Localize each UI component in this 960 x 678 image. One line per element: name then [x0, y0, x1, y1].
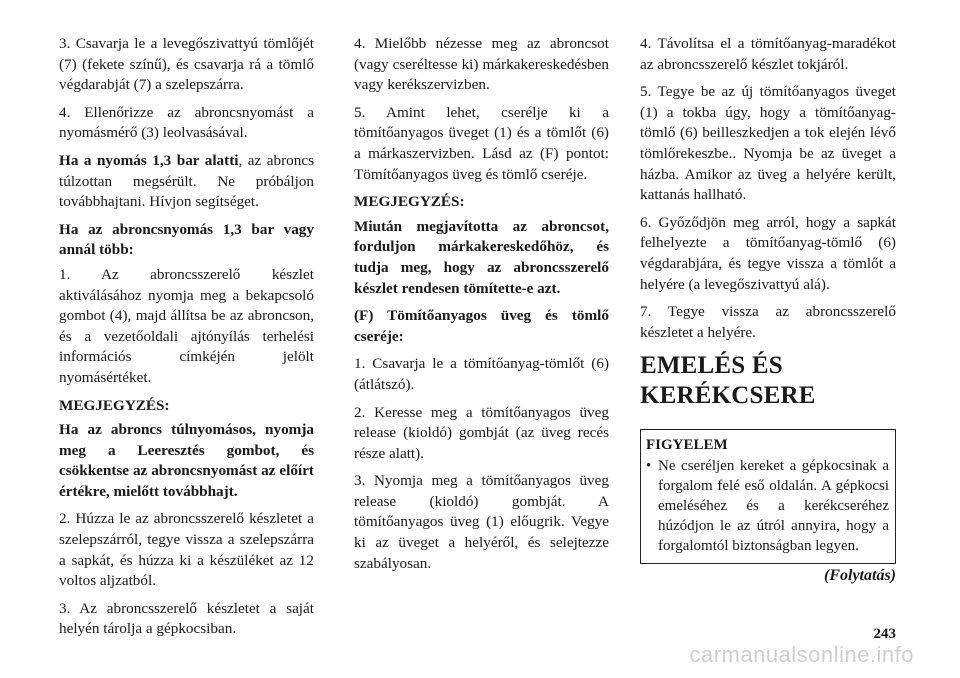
section-heading-jacking: EMELÉS ÉS KERÉKCSERE [640, 352, 816, 410]
step-4-check-pressure: 4. Ellenőrizze az abroncsnyomást a nyomásmérő (3) leolvasásával. [59, 103, 314, 142]
pressure-ok-heading: Ha az abroncsnyomás 1,3 bar vagy annál több: [59, 220, 314, 259]
pressure-low-bold: Ha a nyomás 1,3 bar alatti [59, 151, 239, 169]
step-1-activate: 1. Az abroncsszerelő készlet aktiválásához nyomja meg a bekapcsoló gombot (4), majd állítsa be az abroncson, és a vezetőoldali ajtónyílás terhelési információs címkéjén jelölt nyomásértéket. [59, 265, 314, 386]
warning-title: FIGYELEM [646, 437, 728, 454]
bullet-icon: • [646, 457, 652, 474]
step-f7-return-kit: 7. Tegye vissza az abroncsszerelő készletet a helyére. [640, 303, 896, 341]
step-4-inspect-tire: 4. Mielőbb nézesse meg az abroncsot (vagy cseréltesse ki) márkakereskedésben vagy kerékszervizben. [354, 35, 609, 94]
note-overpressure: Ha az abroncs túlnyomásos, nyomja meg a Leeresztés gombot, és csökkentse az abroncsnyomást az előírt értékre, mielőtt továbbhajt. [59, 421, 314, 500]
note-after-repair: Miután megjavította az abroncsot, forduljon márkakereskedőhöz, és tudja meg, hogy az abroncsszerelő készlet rendesen tömítette-e azt. [354, 217, 609, 297]
step-f1-unscrew-hose: 1. Csavarja le a tömítőanyag-tömlőt (6) (átlátszó). [354, 355, 609, 393]
step-f6-cap-hose: 6. Győződjön meg arról, hogy a sapkát felhelyezte a tömítőanyag-tömlő (6) végdarabjára, és tegye vissza a tömlőt a helyére (a levegőszivattyú alá). [640, 213, 896, 293]
step-f5-insert-bottle: 5. Tegye be az új tömítőanyagos üveget (1) a tokba úgy, hogy a tömítőanyag-tömlő (6) beilleszkedjen a tok elején lévő tömlőrekeszbe.. Nyomja be az üveget a házba. Amikor az üveg a helyére került, kattanás hallható. [640, 83, 896, 204]
page-number: 243 [873, 626, 896, 642]
watermark: carmanualsonline.info [689, 642, 914, 667]
column-right [640, 34, 896, 586]
step-2-disconnect: 2. Húzza le az abroncsszerelő készletet a szelepszárról, tegye vissza a szelepszárra a sapkát, és húzza ki a készüléket az 12 voltos aljzatból. [59, 510, 314, 590]
column-left [59, 34, 314, 647]
note-heading-2: MEGJEGYZÉS: [354, 193, 465, 211]
warning-item [646, 456, 889, 557]
step-f2-find-release: 2. Keresse meg a tömítőanyagos üveg release (kioldó) gombját (az üveg recés része alatt). [354, 403, 609, 462]
warning-box [640, 429, 896, 563]
step-f3-press-release: 3. Nyomja meg a tömítőanyagos üveg release (kioldó) gombját. A tömítőanyagos üveg (1) előugrik. Vegye ki az üveget a helyéről, és selejtezze szabályosan. [354, 472, 609, 572]
warning-text: Ne cseréljen kereket a gépkocsinak a forgalom felé eső oldalán. A gépkocsi emeléséhez és a kerékcseréhez húzódjon le az útról annyira, hogy a forgalomtól biztonságban legyen. [658, 457, 889, 555]
step-f4-remove-residue: 4. Távolítsa el a tömítőanyag-maradékot az abroncsszerelő készlet tokjáról. [640, 35, 896, 73]
column-middle [354, 34, 609, 581]
continued-label: (Folytatás) [824, 566, 896, 584]
step-5-replace-bottle: 5. Amint lehet, cserélje ki a tömítőanyagos üveget (1) és a tömlőt (6) a márkaszervizben. Lásd az (F) pontot: Tömítőanyagos üveg és tömlő cseréje. [354, 103, 609, 183]
note-heading: MEGJEGYZÉS: [59, 396, 170, 414]
pressure-low-text: , az abroncs túlzottan megsérült. Ne próbáljon továbbhajtani. Hívjon segítséget. [59, 151, 314, 211]
step-3-pump-hose: 3. Csavarja le a levegőszivattyú tömlőjét (7) (fekete színű), és csavarja rá a tömlő végdarabját (7) a szelepszárra. [59, 35, 314, 94]
section-f-heading: (F) Tömítőanyagos üveg és tömlő cseréje: [354, 307, 609, 345]
step-3-store: 3. Az abroncsszerelő készletet a saját helyén tárolja a gépkocsiban. [59, 599, 314, 638]
pressure-low-paragraph [59, 151, 314, 213]
